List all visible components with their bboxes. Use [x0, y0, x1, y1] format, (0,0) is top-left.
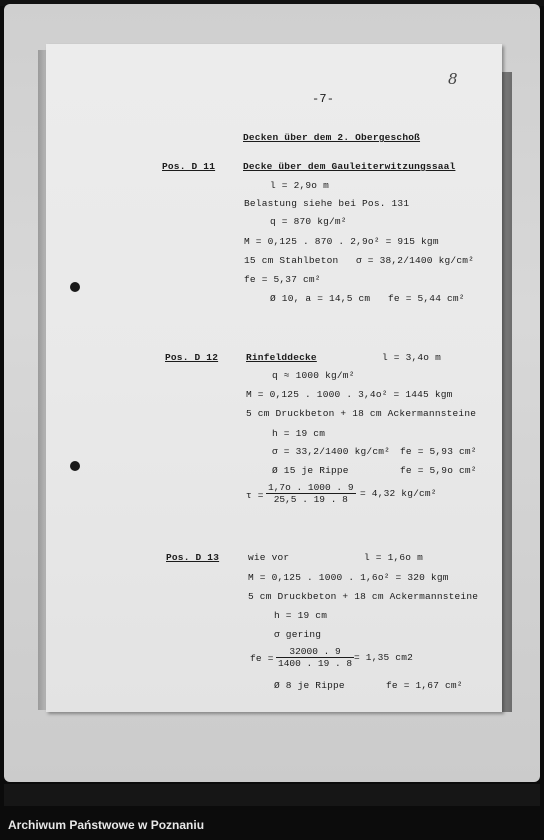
pos-d13-line: M = 0,125 . 1000 . 1,6o² = 320 kgm	[248, 572, 449, 583]
pos-d12-tau-lhs: τ =	[246, 490, 264, 501]
pos-d12-tau-fraction	[266, 482, 356, 505]
pos-d12-tau-rhs: = 4,32 kg/cm²	[360, 488, 437, 499]
pos-d11-line: Belastung siehe bei Pos. 131	[244, 198, 410, 209]
pos-d11-line: l = 2,9o m	[270, 180, 330, 191]
pos-d12-line: σ = 33,2/1400 kg/cm²	[272, 446, 391, 457]
scan-calibration-strip	[4, 784, 540, 806]
pos-d11-line: fe = 5,37 cm²	[244, 274, 321, 285]
punch-hole-bottom	[70, 461, 80, 471]
pos-d13-line: 5 cm Druckbeton + 18 cm Ackermannsteine	[248, 591, 479, 602]
pos-d11-line: 15 cm Stahlbeton	[244, 255, 339, 266]
pos-d11-line: Ø 10, a = 14,5 cm	[270, 293, 371, 304]
pos-d12-line: fe = 5,93 cm²	[400, 446, 477, 457]
pos-d12-tau-numerator: 1,7o . 1000 . 9	[268, 482, 354, 493]
pos-d13-fe-rhs: = 1,35 cm2	[354, 652, 414, 663]
pos-d12-line: Ø 15 je Rippe	[272, 465, 349, 476]
pos-d13-span: l = 1,6o m	[364, 552, 424, 563]
pos-d12-line: M = 0,125 . 1000 . 3,4o² = 1445 kgm	[246, 389, 453, 400]
pos-d12-title: Rinfelddecke	[246, 352, 317, 363]
pos-d13-line: Ø 8 je Rippe	[274, 680, 345, 691]
pos-d12-tau-denominator: 25,5 . 19 . 8	[273, 494, 348, 505]
pos-d11-label: Pos. D 11	[162, 161, 216, 172]
pos-d13-line: h = 19 cm	[274, 610, 328, 621]
pos-d12-line: fe = 5,9o cm²	[400, 465, 477, 476]
pos-d12-label: Pos. D 12	[165, 352, 219, 363]
pos-d13-label: Pos. D 13	[166, 552, 220, 563]
pos-d11-line: σ = 38,2/1400 kg/cm²	[356, 255, 475, 266]
pos-d13-line: fe = 1,67 cm²	[386, 680, 463, 691]
archive-name: Archiwum Państwowe w Poznaniu	[8, 818, 205, 832]
pos-d13-fe-denominator: 1400 . 19 . 8	[278, 658, 353, 669]
pos-d11-line: fe = 5,44 cm²	[388, 293, 465, 304]
pos-d11-title: Decke über dem Gauleiterwitzungssaal	[243, 161, 456, 172]
pos-d13-fe-fraction	[276, 646, 354, 669]
pos-d12-line: 5 cm Druckbeton + 18 cm Ackermannsteine	[246, 408, 477, 419]
pos-d12-line: q ≈ 1000 kg/m²	[272, 370, 355, 381]
pos-d13-line: σ gering	[274, 629, 322, 640]
handwritten-page-number: 8	[448, 70, 458, 88]
pos-d11-line: q = 870 kg/m²	[270, 216, 347, 227]
pos-d12-line: h = 19 cm	[272, 428, 326, 439]
pos-d13-fe-numerator: 32000 . 9	[276, 646, 354, 658]
punch-hole-top	[70, 282, 80, 292]
pos-d12-span: l = 3,4o m	[382, 352, 442, 363]
pos-d11-line: M = 0,125 . 870 . 2,9o² = 915 kgm	[244, 236, 439, 247]
page-number: -7-	[312, 92, 335, 106]
section-heading: Decken über dem 2. Obergeschoß	[243, 132, 421, 143]
pos-d13-fe-lhs: fe =	[250, 653, 274, 664]
pos-d13-intro: wie vor	[248, 552, 290, 563]
